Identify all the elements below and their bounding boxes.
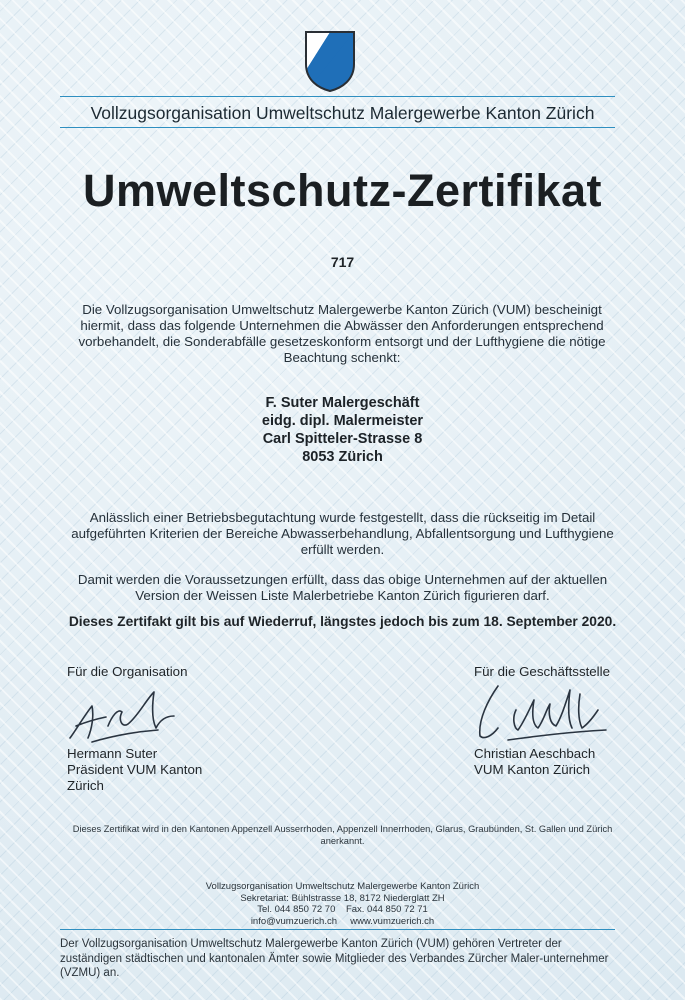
left-signatory-name: Hermann Suter	[67, 746, 158, 761]
top-rule	[60, 96, 615, 97]
footer-org: Vollzugsorganisation Umweltschutz Malergewerbe Kanton Zürich	[205, 881, 480, 892]
right-signatory-name: Christian Aeschbach	[474, 746, 596, 761]
right-signature-label: Für die Geschäftsstelle	[474, 664, 610, 679]
left-signature-icon	[62, 686, 192, 748]
left-signatory	[67, 746, 202, 794]
footer-contacts	[0, 904, 685, 916]
footer-web[interactable]: www.vumzuerich.ch	[350, 915, 435, 927]
organization-name: Vollzugsorganisation Umweltschutz Malergewerbe Kanton Zürich	[90, 103, 595, 123]
title-rule	[60, 127, 615, 128]
company-title: eidg. dipl. Malermeister	[261, 413, 424, 429]
certificate-number: 717	[330, 254, 355, 270]
company-block	[0, 394, 685, 466]
right-signatory	[474, 746, 595, 778]
footer-note: Der Vollzugsorganisation Umweltschutz Malergewerbe Kanton Zürich (VUM) gehören Vertreter der zuständigen städtischen und kantonalen Ämter sowie Mitglieder des Verbandes Zürcher Maler-unternehmer (VZMU) an.	[60, 938, 609, 979]
zurich-coat-of-arms-icon	[304, 30, 356, 92]
left-signatory-role-2: Zürich	[67, 778, 104, 793]
left-signature-label: Für die Organisation	[67, 664, 188, 679]
company-city: 8053 Zürich	[302, 449, 383, 465]
company-name: F. Suter Malergeschäft	[265, 395, 420, 411]
footer-street: Sekretariat: Bühlstrasse 18, 8172 Niederglatt ZH	[240, 892, 445, 904]
left-signatory-role: Präsident VUM Kanton	[67, 762, 203, 777]
intro-paragraph: Die Vollzugsorganisation Umweltschutz Malergewerbe Kanton Zürich (VUM) bescheinigt hiermit, dass das folgende Unternehmen die Abwässer den Anforderungen entsprechend vorbehandelt, die Sonderabfälle gesetzeskonform entsorgt und der Lufthygiene die nötige Beachtung schenkt:	[78, 302, 606, 365]
certificate-title: Umweltschutz-Zertifikat	[82, 165, 603, 216]
right-signature-icon	[468, 680, 618, 746]
assessment-paragraph: Anlässlich einer Betriebsbegutachtung wurde festgestellt, dass die rückseitig im Detail aufgeführten Kriterien der Bereiche Abwasserbehandlung, Abfallentsorgung und Lufthygiene erfüllt werden.	[71, 510, 614, 557]
footer-email[interactable]: info@vumzuerich.ch	[250, 915, 338, 927]
footer-address	[0, 881, 685, 927]
footer-online	[0, 916, 685, 928]
validity-statement: Dieses Zertifakt gilt bis auf Wiederruf, längstes jedoch bis zum 18. September 2020.	[68, 614, 617, 629]
footer-rule	[60, 929, 615, 930]
right-signatory-role: VUM Kanton Zürich	[474, 762, 591, 777]
company-street: Carl Spitteler-Strasse 8	[262, 431, 423, 447]
footer-fax: Fax. 044 850 72 71	[345, 904, 428, 915]
whitelist-paragraph: Damit werden die Voraussetzungen erfüllt, dass das obige Unternehmen auf der aktuellen Version der Weissen Liste Malerbetriebe Kanton Zürich figurieren darf.	[77, 572, 608, 603]
recognition-note: Dieses Zertifikat wird in den Kantonen Appenzell Ausserrhoden, Appenzell Innerrhoden, Glarus, Graubünden, St. Gallen und Zürich anerkannt.	[72, 824, 613, 846]
footer-phone: Tel. 044 850 72 70	[257, 904, 336, 915]
